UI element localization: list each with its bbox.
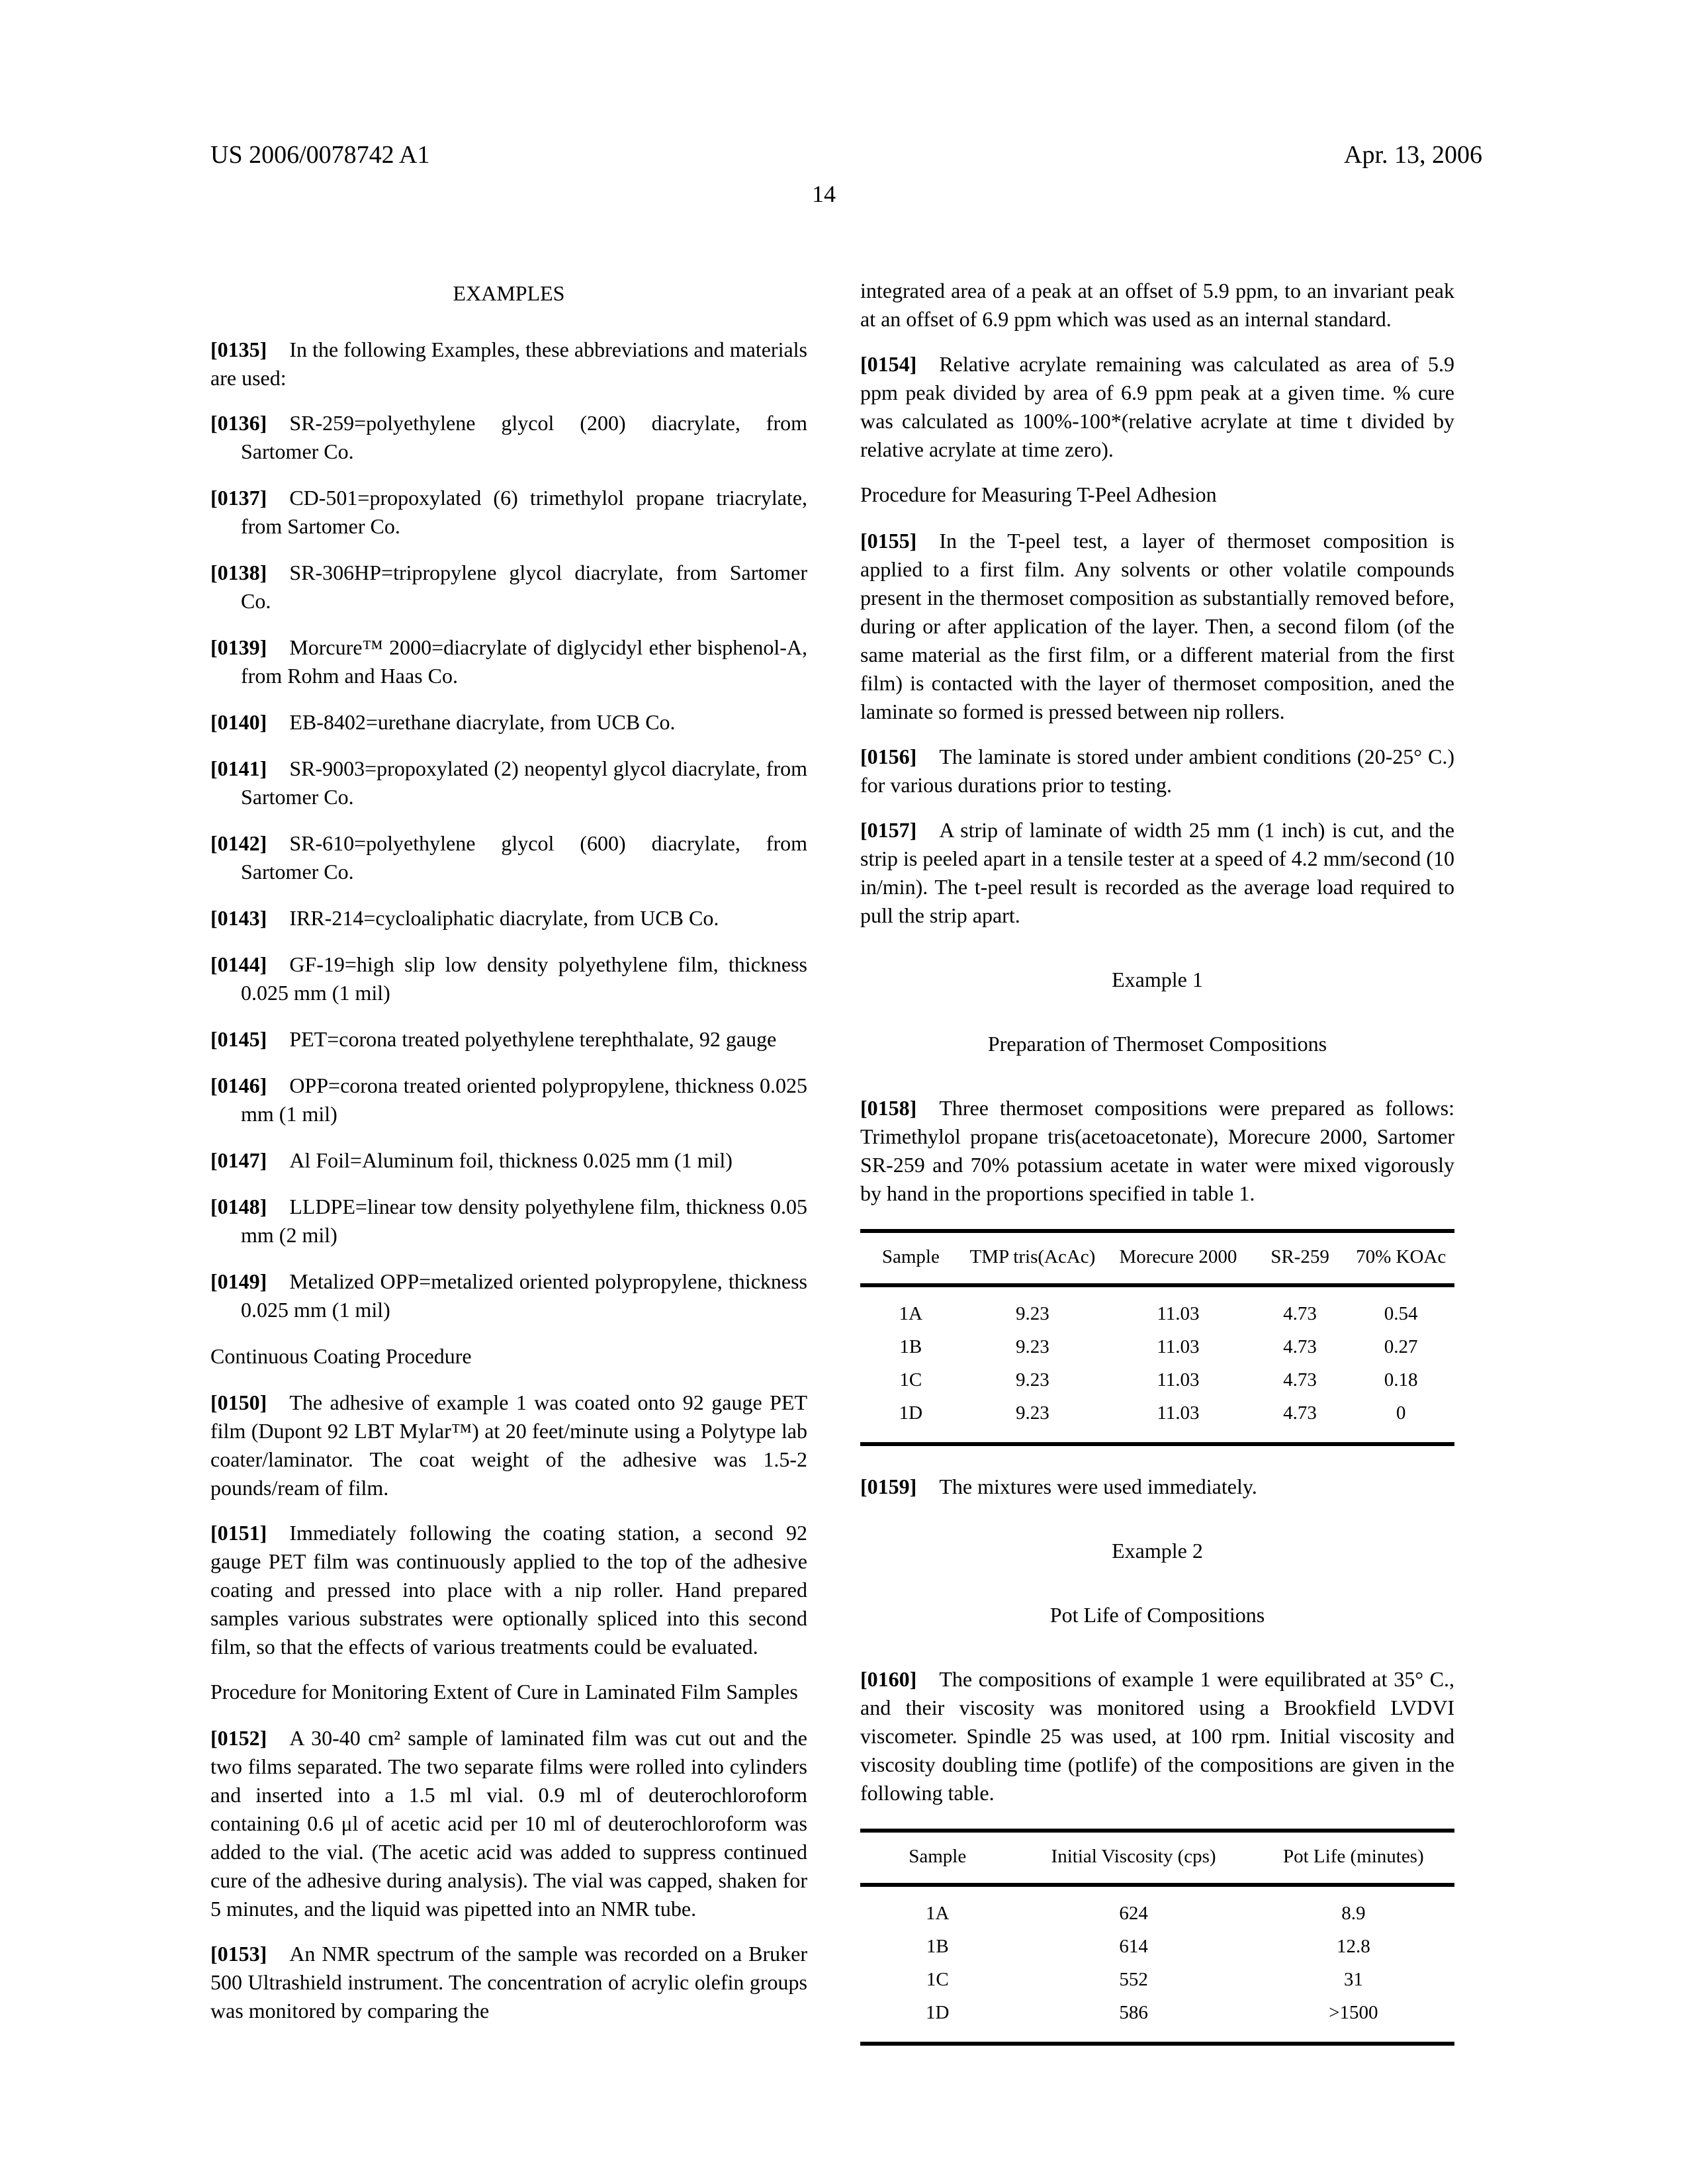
page-header — [210, 140, 1482, 169]
table-cell: 0.27 — [1384, 1336, 1418, 1357]
table-cell: 11.03 — [1157, 1303, 1200, 1324]
paragraph-0137 — [210, 484, 807, 541]
column-header: Sample — [860, 1831, 1014, 1885]
table-cell: 9.23 — [1016, 1402, 1049, 1424]
paragraph-number: [0136] — [210, 411, 267, 435]
table-row — [860, 1330, 1454, 1363]
paragraph-text: SR-306HP=tripropylene glycol diacrylate, from Sartomer Co. — [241, 561, 807, 613]
table-row — [860, 1885, 1454, 1930]
paragraph-text: An NMR spectrum of the sample was recorded on a Bruker 500 Ultrashield instrument. The concentration of acrylic olefin groups was monitored by comparing the — [210, 1942, 807, 2023]
table-cell: 31 — [1343, 1969, 1363, 1990]
paragraph-number: [0156] — [860, 745, 917, 768]
publication-date: Apr. 13, 2006 — [1344, 141, 1482, 169]
paragraph-0159 — [860, 1473, 1454, 1501]
table-cell: 4.73 — [1283, 1303, 1317, 1324]
paragraph-number: [0149] — [210, 1269, 267, 1293]
table-cell: 1D — [926, 2002, 950, 2023]
paragraph-0136 — [210, 409, 807, 466]
column-header: Pot Life (minutes) — [1253, 1831, 1454, 1885]
table-row — [860, 1396, 1454, 1444]
example-1-subheading: Preparation of Thermoset Compositions — [987, 1032, 1327, 1056]
paragraph-text: SR-259=polyethylene glycol (200) diacrylate, from Sartomer Co. — [241, 411, 807, 463]
paragraph-0139 — [210, 633, 807, 690]
column-header: Initial Viscosity (cps) — [1014, 1831, 1252, 1885]
paragraph-text: Morcure™ 2000=diacrylate of diglycidyl ether bisphenol-A, from Rohm and Haas Co. — [241, 635, 807, 688]
publication-number: US 2006/0078742 A1 — [210, 141, 430, 169]
paragraph-number: [0151] — [210, 1521, 267, 1545]
paragraph-text: OPP=corona treated oriented polypropylene, thickness 0.025 mm (1 mil) — [241, 1073, 807, 1126]
table-cell: 1B — [926, 1936, 949, 1957]
table-cell: 9.23 — [1016, 1369, 1049, 1390]
paragraph-text: The adhesive of example 1 was coated onto 92 gauge PET film (Dupont 92 LBT Mylar™) at 20 feet/minute using a Polytype lab coater/laminator. The coat weight of the adhesive was 1.5-2 pounds/ream of film. — [210, 1390, 807, 1500]
paragraph-number: [0160] — [860, 1667, 917, 1691]
paragraph-number: [0146] — [210, 1073, 267, 1097]
table-cell: 1B — [899, 1336, 922, 1357]
paragraph-number: [0147] — [210, 1148, 267, 1172]
paragraph-number: [0152] — [210, 1726, 267, 1750]
paragraph-text: In the following Examples, these abbreviations and materials are used: — [210, 338, 807, 390]
table-cell: 4.73 — [1283, 1402, 1317, 1424]
paragraph-number: [0158] — [860, 1096, 917, 1120]
paragraph-0147 — [210, 1146, 807, 1175]
paragraph-text: PET=corona treated polyethylene terephthalate, 92 gauge — [289, 1027, 777, 1051]
column-header: Sample — [860, 1231, 961, 1285]
paragraph-number: [0139] — [210, 635, 267, 659]
paragraph-text: Al Foil=Aluminum foil, thickness 0.025 mm (1 mil) — [289, 1148, 733, 1172]
paragraph-text: SR-9003=propoxylated (2) neopentyl glycol diacrylate, from Sartomer Co. — [241, 756, 807, 809]
paragraph-0157 — [860, 816, 1454, 930]
section-heading-cure-monitoring: Procedure for Monitoring Extent of Cure in Laminated Film Samples — [210, 1680, 798, 1704]
table-cell: 1C — [899, 1369, 922, 1390]
table-1-compositions — [860, 1229, 1454, 1446]
table-row — [860, 1285, 1454, 1330]
page-number: 14 — [812, 181, 836, 207]
paragraph-text: The compositions of example 1 were equilibrated at 35° C., and their viscosity was monitored using a Brookfield LVDVI viscometer. Spindle 25 was used, at 100 rpm. Initial viscosity and viscosity doubling time (potlife) of the compositions are given in the following table. — [860, 1667, 1454, 1805]
paragraph-0141 — [210, 754, 807, 811]
table-cell: 9.23 — [1016, 1303, 1049, 1324]
table-cell: 586 — [1119, 2002, 1148, 2023]
right-column — [860, 277, 1454, 2072]
paragraph-text: Immediately following the coating station, a second 92 gauge PET film was continuously applied to the top of the adhesive coating and pressed into place with a nip roller. Hand prepared samples various substrates were optionally spliced into this second film, so that the effects of various treatments could be evaluated. — [210, 1521, 807, 1659]
table-row — [860, 1963, 1454, 1996]
paragraph-number: [0153] — [210, 1942, 267, 1966]
paragraph-0140 — [210, 708, 807, 737]
table-cell: 624 — [1119, 1903, 1148, 1924]
table-cell: 0.54 — [1384, 1303, 1418, 1324]
table-2-pot-life — [860, 1829, 1454, 2046]
paragraph-0152 — [210, 1724, 807, 1923]
table-header-row — [860, 1231, 1454, 1285]
paragraph-0151 — [210, 1519, 807, 1661]
paragraph-number: [0143] — [210, 906, 267, 930]
paragraph-text: The mixtures were used immediately. — [939, 1475, 1257, 1498]
table-cell: 0 — [1396, 1402, 1406, 1424]
table-cell: >1500 — [1329, 2002, 1378, 2023]
paragraph-number: [0157] — [860, 818, 917, 842]
paragraph-0150 — [210, 1388, 807, 1502]
paragraph-text: IRR-214=cycloaliphatic diacrylate, from UCB Co. — [289, 906, 719, 930]
paragraph-0145 — [210, 1025, 807, 1054]
table-cell: 0.18 — [1384, 1369, 1418, 1390]
paragraph-0142 — [210, 829, 807, 886]
paragraph-0148 — [210, 1193, 807, 1250]
paragraph-0158 — [860, 1094, 1454, 1208]
paragraph-text: The laminate is stored under ambient conditions (20-25° C.) for various durations prior to testing. — [860, 745, 1454, 797]
column-header: 70% KOAc — [1347, 1231, 1454, 1285]
paragraph-text: CD-501=propoxylated (6) trimethylol propane triacrylate, from Sartomer Co. — [241, 486, 807, 538]
paragraph-number: [0137] — [210, 486, 267, 510]
paragraph-number: [0159] — [860, 1475, 917, 1498]
paragraph-text: integrated area of a peak at an offset of 5.9 ppm, to an invariant peak at an offset of 6.9 ppm which was used as an internal standard. — [860, 279, 1454, 331]
paragraph-0144 — [210, 950, 807, 1007]
paragraph-0143 — [210, 904, 807, 933]
section-heading-t-peel: Procedure for Measuring T-Peel Adhesion — [860, 482, 1217, 506]
paragraph-number: [0138] — [210, 561, 267, 584]
table-cell: 11.03 — [1157, 1369, 1200, 1390]
paragraph-number: [0148] — [210, 1195, 267, 1218]
paragraph-text: SR-610=polyethylene glycol (600) diacrylate, from Sartomer Co. — [241, 831, 807, 884]
table-row — [860, 1996, 1454, 2044]
paragraph-0154 — [860, 350, 1454, 464]
paragraph-text: In the T-peel test, a layer of thermoset composition is applied to a first film. Any solvents or other volatile compounds present in the thermoset composition as substantially removed before, during or after application of the layer. Then, a second filom (of the same material as the first film, or a different material from the first film) is contacted with the layer of thermoset composition, aned the laminate so formed is pressed between nip rollers. — [860, 529, 1454, 723]
example-2-heading: Example 2 — [1112, 1539, 1203, 1563]
table-cell: 1A — [926, 1903, 950, 1924]
paragraph-0138 — [210, 559, 807, 615]
table-header-row — [860, 1831, 1454, 1885]
table-cell: 9.23 — [1016, 1336, 1049, 1357]
paragraph-0149 — [210, 1267, 807, 1324]
column-header: Morecure 2000 — [1104, 1231, 1253, 1285]
section-heading-continuous-coating: Continuous Coating Procedure — [210, 1344, 472, 1368]
table-cell: 4.73 — [1283, 1369, 1317, 1390]
paragraph-0156 — [860, 743, 1454, 799]
table-cell: 552 — [1119, 1969, 1148, 1990]
table-cell: 11.03 — [1157, 1402, 1200, 1424]
paragraph-0153-continuation — [860, 277, 1454, 334]
column-header: TMP tris(AcAc) — [961, 1231, 1104, 1285]
paragraph-text: A 30-40 cm² sample of laminated film was cut out and the two films separated. The two separate films were rolled into cylinders and inserted into a 1.5 ml vial. 0.9 ml of deuterochloroform containing 0.6 μl of acetic acid per 10 ml of deuterochloroform was added to the vial. (The acetic acid was added to suppress continued cure of the adhesive during analysis). The vial was capped, shaken for 5 minutes, and the liquid was pipetted into an NMR tube. — [210, 1726, 807, 1921]
paragraph-text: Metalized OPP=metalized oriented polypropylene, thickness 0.025 mm (1 mil) — [241, 1269, 807, 1322]
paragraph-number: [0135] — [210, 338, 267, 361]
paragraph-0146 — [210, 1071, 807, 1128]
table-cell: 8.9 — [1341, 1903, 1366, 1924]
paragraph-0135 — [210, 336, 807, 392]
paragraph-text: GF-19=high slip low density polyethylene film, thickness 0.025 mm (1 mil) — [241, 952, 807, 1005]
paragraph-0160 — [860, 1665, 1454, 1807]
table-cell: 1C — [926, 1969, 949, 1990]
paragraph-text: Relative acrylate remaining was calculated as area of 5.9 ppm peak divided by area of 6.9 ppm peak at a given time. % cure was calculated as 100%-100*(relative acrylate at time t divided by relative acrylate at time zero). — [860, 352, 1454, 461]
table-cell: 1A — [899, 1303, 923, 1324]
table-cell: 4.73 — [1283, 1336, 1317, 1357]
table-cell: 1D — [899, 1402, 923, 1424]
paragraph-0153 — [210, 1940, 807, 2025]
column-header: SR-259 — [1253, 1231, 1348, 1285]
paragraph-text: EB-8402=urethane diacrylate, from UCB Co. — [289, 710, 676, 734]
table-row — [860, 1363, 1454, 1396]
table-cell: 11.03 — [1157, 1336, 1200, 1357]
left-column — [210, 277, 807, 2042]
paragraph-text: LLDPE=linear tow density polyethylene film, thickness 0.05 mm (2 mil) — [241, 1195, 807, 1247]
table-cell: 614 — [1119, 1936, 1148, 1957]
paragraph-number: [0144] — [210, 952, 267, 976]
example-1-heading: Example 1 — [1112, 968, 1203, 991]
paragraph-number: [0140] — [210, 710, 267, 734]
example-2-subheading: Pot Life of Compositions — [1049, 1603, 1265, 1627]
paragraph-number: [0145] — [210, 1027, 267, 1051]
paragraph-number: [0150] — [210, 1390, 267, 1414]
paragraph-number: [0154] — [860, 352, 917, 376]
paragraph-number: [0142] — [210, 831, 267, 855]
paragraph-number: [0155] — [860, 529, 917, 553]
examples-heading: EXAMPLES — [453, 281, 565, 305]
paragraph-0155 — [860, 527, 1454, 726]
paragraph-text: Three thermoset compositions were prepared as follows: Trimethylol propane tris(acetoacetonate), Morecure 2000, Sartomer SR-259 and 70% potassium acetate in water were mixed vigorously by hand in the proportions specified in table 1. — [860, 1096, 1454, 1205]
table-cell: 12.8 — [1336, 1936, 1370, 1957]
paragraph-number: [0141] — [210, 756, 267, 780]
paragraph-text: A strip of laminate of width 25 mm (1 inch) is cut, and the strip is peeled apart in a tensile tester at a speed of 4.2 mm/second (10 in/min). The t-peel result is recorded as the average load required to pull the strip apart. — [860, 818, 1454, 927]
table-row — [860, 1930, 1454, 1963]
